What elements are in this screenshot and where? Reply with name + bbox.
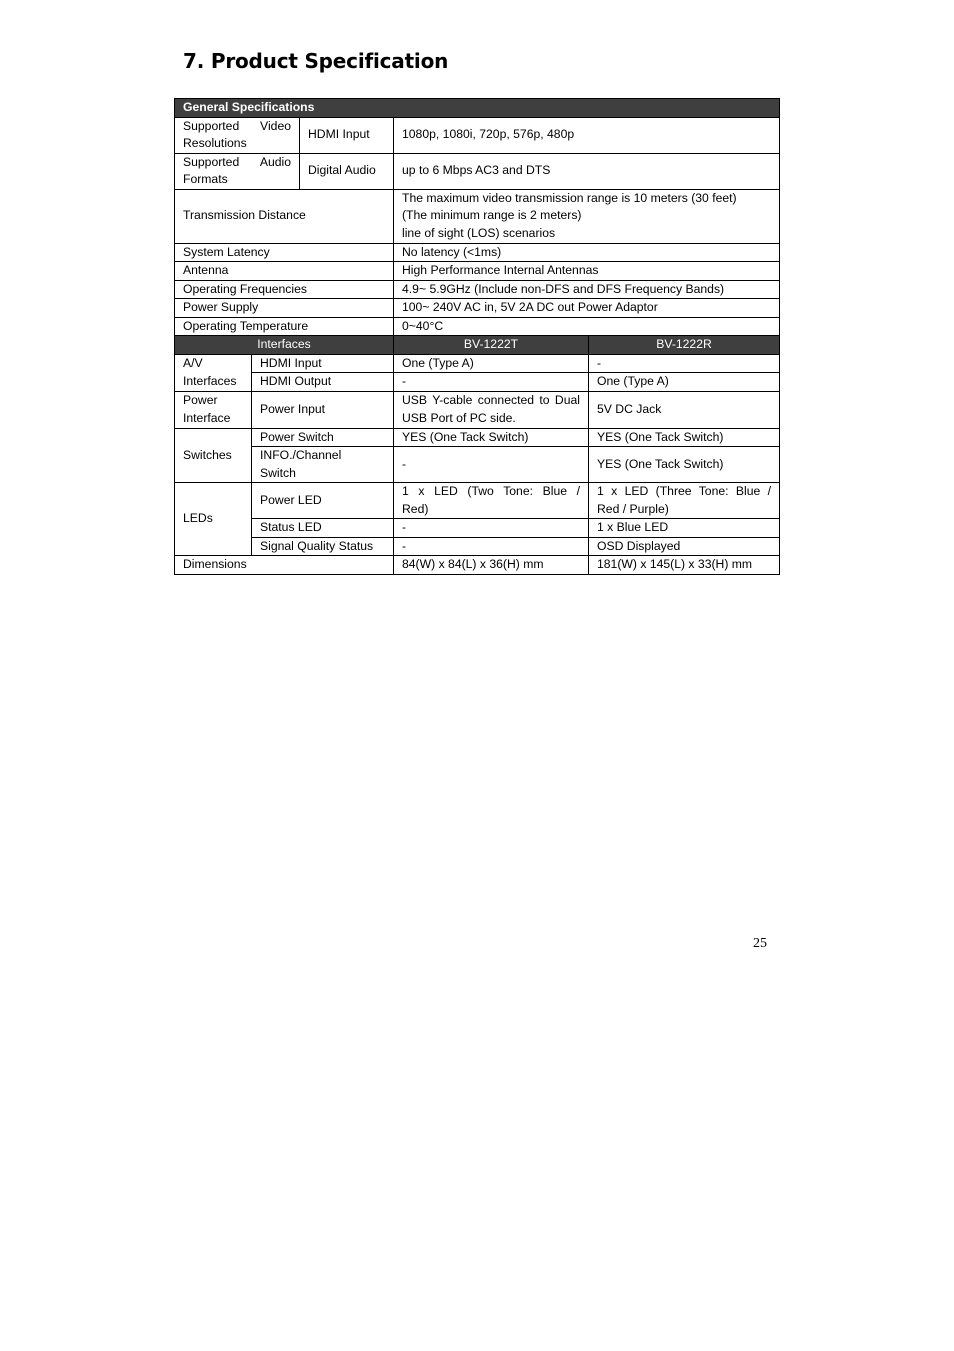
table-row — [175, 243, 780, 262]
distance-label: Transmission Distance — [175, 189, 394, 243]
latency-value: No latency (<1ms) — [394, 243, 780, 262]
table-row — [175, 299, 780, 318]
temperature-label: Operating Temperature — [175, 317, 394, 336]
table-row — [175, 391, 780, 428]
info-channel-switch-r: YES (One Tack Switch) — [589, 447, 780, 483]
page-title: 7. Product Specification — [183, 49, 449, 73]
frequencies-value: 4.9~ 5.9GHz (Include non-DFS and DFS Frequency Bands) — [394, 280, 780, 299]
power-supply-value: 100~ 240V AC in, 5V 2A DC out Power Adaptor — [394, 299, 780, 318]
table-row — [175, 556, 780, 575]
column-header-bv-1222t: BV-1222T — [394, 336, 589, 355]
status-led-r: 1 x Blue LED — [589, 519, 780, 538]
spec-table — [174, 98, 780, 575]
status-led-t: - — [394, 519, 589, 538]
power-switch-r: YES (One Tack Switch) — [589, 428, 780, 447]
video-sub-label: HDMI Input — [300, 117, 394, 153]
status-led-label: Status LED — [252, 519, 394, 538]
table-row — [175, 317, 780, 336]
table-row — [175, 519, 780, 538]
table-row — [175, 189, 780, 243]
signal-quality-t: - — [394, 537, 589, 556]
hdmi-output-t: - — [394, 373, 589, 392]
hdmi-output-label: HDMI Output — [252, 373, 394, 392]
table-row — [175, 537, 780, 556]
power-supply-label: Power Supply — [175, 299, 394, 318]
antenna-value: High Performance Internal Antennas — [394, 262, 780, 281]
power-input-label: Power Input — [252, 391, 394, 428]
signal-quality-r: OSD Displayed — [589, 537, 780, 556]
signal-quality-label: Signal Quality Status — [252, 537, 394, 556]
table-row — [175, 447, 780, 483]
hdmi-output-r: One (Type A) — [589, 373, 780, 392]
table-row — [175, 483, 780, 519]
power-input-t: USB Y-cable connected to Dual USB Port of PC side. — [394, 391, 589, 428]
info-channel-switch-t: - — [394, 447, 589, 483]
power-led-label: Power LED — [252, 483, 394, 519]
table-row — [175, 153, 780, 189]
interfaces-header-row — [175, 336, 780, 355]
column-header-bv-1222r: BV-1222R — [589, 336, 780, 355]
info-channel-switch-label: INFO./Channel Switch — [252, 447, 394, 483]
audio-sub-label: Digital Audio — [300, 153, 394, 189]
hdmi-input-label: HDMI Input — [252, 354, 394, 373]
hdmi-input-t: One (Type A) — [394, 354, 589, 373]
distance-value: The maximum video transmission range is 10 meters (30 feet) (The minimum range is 2 meters) line of sight (LOS) scenarios — [394, 189, 780, 243]
frequencies-label: Operating Frequencies — [175, 280, 394, 299]
video-resolutions-label: Supported Video Resolutions — [175, 117, 300, 153]
power-interface-label: Power Interface — [175, 391, 252, 428]
power-input-r: 5V DC Jack — [589, 391, 780, 428]
av-interfaces-label: A/V Interfaces — [175, 354, 252, 391]
power-switch-label: Power Switch — [252, 428, 394, 447]
leds-label: LEDs — [175, 483, 252, 556]
table-row — [175, 354, 780, 373]
table-row — [175, 373, 780, 392]
power-led-t: 1 x LED (Two Tone: Blue / Red) — [394, 483, 589, 519]
hdmi-input-r: - — [589, 354, 780, 373]
general-spec-header: General Specifications — [175, 99, 780, 118]
table-row — [175, 428, 780, 447]
table-row — [175, 117, 780, 153]
temperature-value: 0~40°C — [394, 317, 780, 336]
general-spec-header-row — [175, 99, 780, 118]
dimensions-t: 84(W) x 84(L) x 36(H) mm — [394, 556, 589, 575]
dimensions-r: 181(W) x 145(L) x 33(H) mm — [589, 556, 780, 575]
video-value: 1080p, 1080i, 720p, 576p, 480p — [394, 117, 780, 153]
audio-value: up to 6 Mbps AC3 and DTS — [394, 153, 780, 189]
table-row — [175, 262, 780, 281]
table-row — [175, 280, 780, 299]
interfaces-header: Interfaces — [175, 336, 394, 355]
antenna-label: Antenna — [175, 262, 394, 281]
power-led-r: 1 x LED (Three Tone: Blue / Red / Purple) — [589, 483, 780, 519]
dimensions-label: Dimensions — [175, 556, 394, 575]
audio-formats-label: Supported Audio Formats — [175, 153, 300, 189]
latency-label: System Latency — [175, 243, 394, 262]
power-switch-t: YES (One Tack Switch) — [394, 428, 589, 447]
switches-label: Switches — [175, 428, 252, 483]
page-number: 25 — [753, 936, 767, 951]
